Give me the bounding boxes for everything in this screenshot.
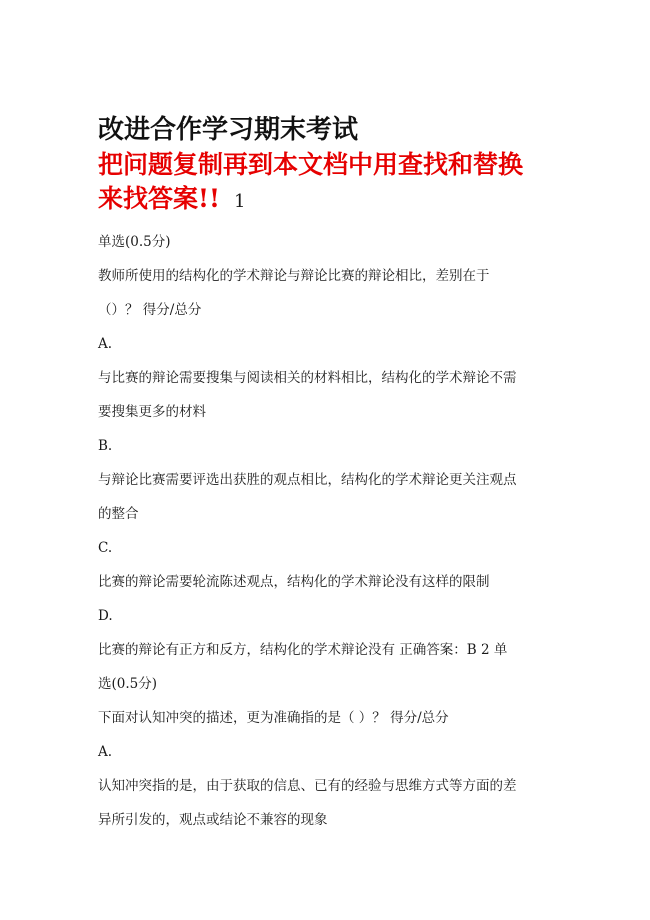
- text-line: 比赛的辩论需要轮流陈述观点，结构化的学术辩论没有这样的限制: [98, 574, 490, 590]
- text-line: 教师所使用的结构化的学术辩论与辩论比赛的辩论相比，差别在于: [98, 268, 490, 284]
- text-line: B.: [98, 438, 113, 454]
- document-title: 改进合作学习期末考试: [98, 115, 359, 145]
- text-line: 选(0.5分): [98, 676, 158, 692]
- text-line: A.: [98, 744, 113, 760]
- text-line: D.: [98, 608, 113, 624]
- notice-line-2-text: 来找答案!!: [98, 184, 220, 213]
- page-number: 1: [233, 191, 246, 212]
- text-line: 的整合: [98, 506, 139, 522]
- text-line: 异所引发的，观点或结论不兼容的现象: [98, 812, 328, 828]
- text-line: 单选(0.5分): [98, 234, 171, 250]
- text-line: 下面对认知冲突的描述，更为准确指的是（ ）？ 得分/总分: [98, 710, 449, 726]
- text-line: 与比赛的辩论需要搜集与阅读相关的材料相比，结构化的学术辩论不需: [98, 370, 517, 386]
- text-line: 与辩论比赛需要评选出获胜的观点相比，结构化的学术辩论更关注观点: [98, 472, 517, 488]
- text-line: C.: [98, 540, 113, 556]
- notice-line-1: 把问题复制再到本文档中用查找和替换: [98, 150, 524, 179]
- question-text: [98, 225, 558, 837]
- text-line: 认知冲突指的是，由于获取的信息、已有的经验与思维方式等方面的差: [98, 778, 517, 794]
- text-line: （）？ 得分/总分: [98, 302, 202, 318]
- notice-line-2: [98, 182, 558, 219]
- text-line: 比赛的辩论有正方和反方，结构化的学术辩论没有 正确答案：B 2 单: [98, 642, 508, 658]
- text-line: A.: [98, 336, 113, 352]
- document-page: [98, 112, 558, 837]
- text-line: 要搜集更多的材料: [98, 404, 206, 420]
